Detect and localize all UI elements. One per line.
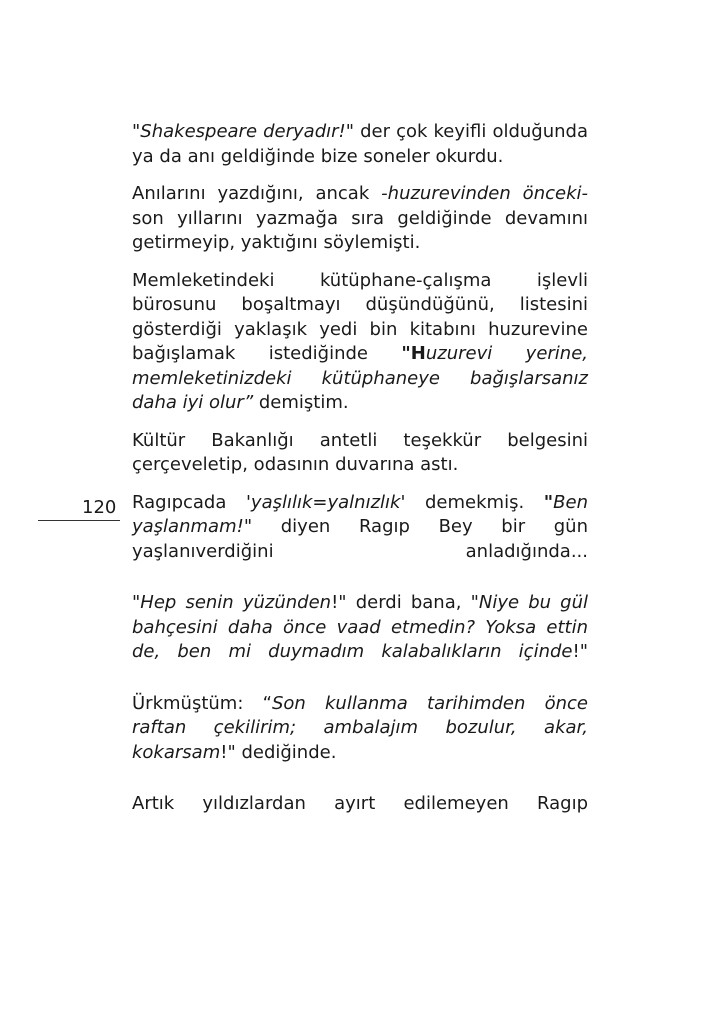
paragraph-4 <box>132 429 588 478</box>
p2-text: Anılarını yazdığını, ancak <box>132 183 382 204</box>
p7-italic: Son kullanma tarihimden önce raftan çekilirim; ambalajım bozulur, akar, kokarsam <box>132 692 588 763</box>
p6-text-mid: !" derdi bana, " <box>331 592 479 613</box>
p2-italic: -huzurevinden önceki- <box>381 183 588 204</box>
p2-text-end: son yıllarını yazmağa sıra geldiğinde devamını getirmeyip, yaktığını söylemişti. <box>132 207 588 253</box>
p7-text-end: !" dediğinde. <box>220 741 337 763</box>
paragraph-7 <box>132 692 588 766</box>
paragraph-1 <box>132 120 588 169</box>
p1-text: " <box>132 121 141 142</box>
p3-italic: uzurevi yerine, memleketinizdeki kütüphaneye bağışlarsanız daha iyi olur” <box>132 343 589 413</box>
p6-text: " <box>132 592 141 613</box>
p5-bold-quote: " <box>543 491 554 513</box>
p5-text-mid: ' demekmiş. <box>400 491 544 513</box>
page-number: 120 <box>82 497 117 518</box>
p5-italic: yaşlılık=yalnızlık <box>250 491 401 513</box>
p3-bold: "H <box>401 343 426 364</box>
p6-italic: Hep senin yüzünden <box>140 592 332 613</box>
page-number-rule <box>38 520 120 521</box>
paragraph-2 <box>132 182 588 256</box>
p1-text-end: " der çok keyifli olduğunda ya da anı geldiğinde bize soneler okurdu. <box>132 121 589 167</box>
p6-text-end: !" <box>572 641 588 662</box>
p3-text-end: demiştim. <box>253 392 349 413</box>
p5-text-end: " diyen Ragıp Bey bir gün yaşlanıverdiğini anladığında... <box>132 516 588 562</box>
p4-text: Kültür Bakanlığı antetli teşekkür belgesini çerçeveletip, odasının duvarına astı. <box>132 429 588 475</box>
p7-text: Ürkmüştüm: “ <box>132 692 272 714</box>
p5-text: Ragıpcada ' <box>132 491 251 513</box>
p3-text: Memleketindeki kütüphane-çalışma işlevli bürosunu boşaltmayı düşündüğünü, listesini gösterdiği yaklaşık yedi bin kitabını huzurevine bağışlamak istediğinde <box>132 269 588 364</box>
p5-italic-2: Ben yaşlanmam! <box>132 491 589 537</box>
p1-italic: Shakespeare deryadır! <box>140 121 346 142</box>
paragraph-6 <box>132 591 588 665</box>
text-body <box>132 120 588 817</box>
paragraph-3 <box>132 269 588 416</box>
paragraph-8 <box>132 792 588 817</box>
p8-text: Artık yıldızlardan ayırt edilemeyen Ragıp <box>132 793 588 814</box>
p6-italic-2: Niye bu gül bahçesini daha önce vaad etmedin? Yoksa ettin de, ben mi duymadım kalabalıkların içinde <box>132 592 588 662</box>
paragraph-5 <box>132 491 588 565</box>
